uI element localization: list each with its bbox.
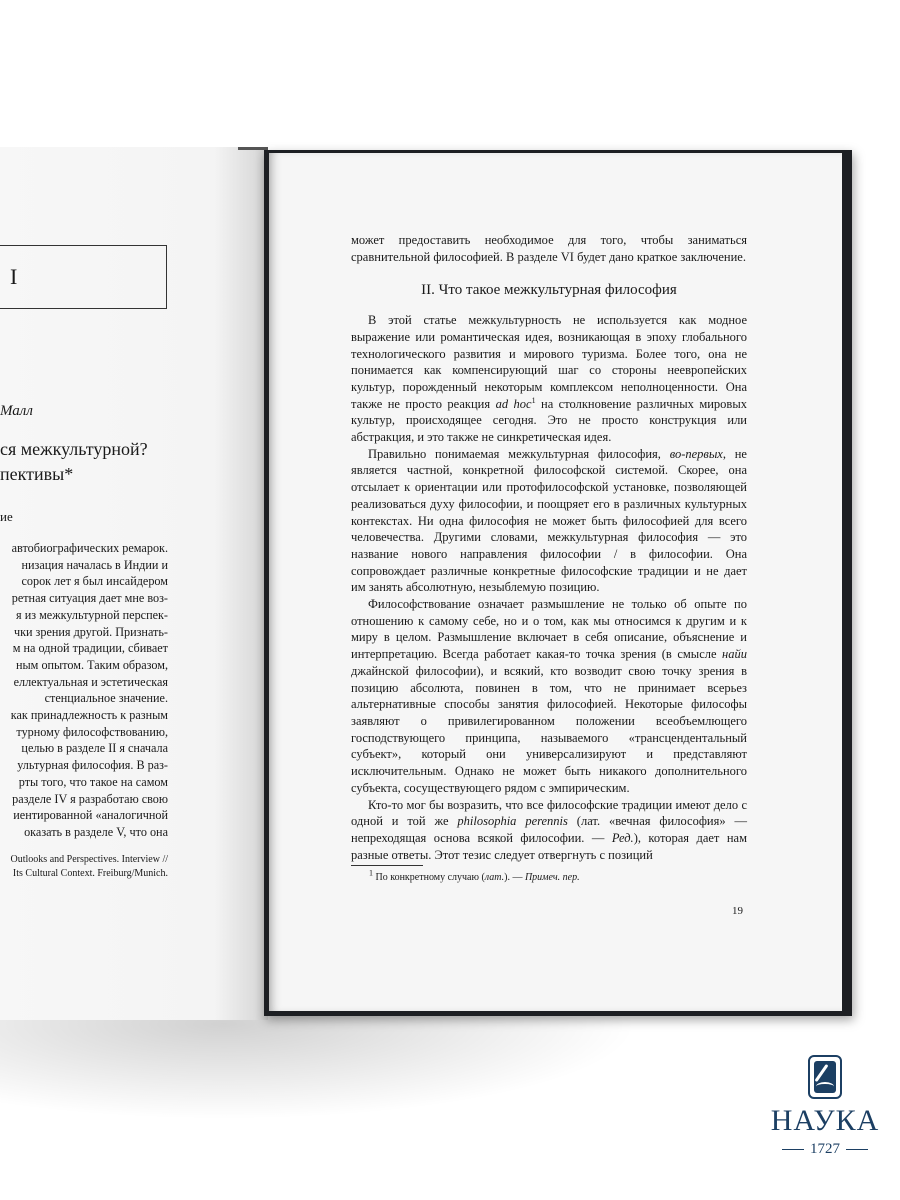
text-run: ). — <box>504 872 525 883</box>
title-line: пективы* <box>0 464 74 484</box>
body-line: рты того, что такое на самом <box>18 774 168 789</box>
text-run: Философствование означает размышление не только об опыте по отношению к самому себе, но и о том, как мы относимся к другим и к миру в целом. Размышление включает в себя описание, объяснение и интерпретацию. Всегда работает какая-то точка зрения (в смысле <box>351 597 747 662</box>
left-page <box>0 147 268 1020</box>
section-heading: II. Что такое межкультурная философия <box>421 282 677 299</box>
italic-term: ad hoc <box>495 396 532 411</box>
left-subheading: ие <box>0 509 13 524</box>
text-run: джайнской философии), и всякий, кто возводит свою точку зрения в позицию абсолюта, повинен в том, что не принимает всерьез альтернативные способы занятия философией. Некоторые философы заявляют о привилегированном положении всеобъемлющего господствующего принципа, называемого «трансцендентальный субъект», который они универсализируют и представляют исключительным. Однако не может быть никакого дополнительного субъекта, сосуществующего рядом с эмпирическим. <box>351 663 747 795</box>
page-number: 19 <box>732 905 743 917</box>
body-line: как принадлежность к разным <box>10 708 168 723</box>
chapter-numeral: I <box>10 264 18 289</box>
footnote <box>369 868 580 883</box>
publisher-year: 1727 <box>810 1141 840 1157</box>
italic-term: найи <box>722 647 747 662</box>
body-line: стенциальное значение. <box>44 691 168 706</box>
footnote-line: Its Cultural Context. Freiburg/Munich. <box>12 868 168 879</box>
body-line: м на одной традиции, сбивает <box>12 641 168 656</box>
body-line: оказать в разделе V, что она <box>24 824 168 839</box>
body-line: я из межкультурной перспек- <box>16 607 168 622</box>
italic-term: во-первых <box>669 446 723 461</box>
footnote-line: Outlooks and Perspectives. Interview // <box>10 854 168 865</box>
publisher-year-row <box>770 1141 880 1158</box>
footnote-ref: 1 <box>531 395 536 405</box>
footnote-marker: 1 <box>369 868 373 878</box>
publisher-logo <box>770 1055 880 1158</box>
paragraph <box>351 596 747 796</box>
left-body-text <box>0 540 168 841</box>
dash-left <box>782 1149 804 1151</box>
right-page <box>269 153 842 1011</box>
body-line: низация началась в Индии и <box>21 557 168 572</box>
title-line: ся межкультурной? <box>0 439 148 459</box>
text-run: , не является частной, конкретной философской системой. Скорее, она отсылает к ориентации или протофилософской установке, позволяющей реализоваться духу философии, и поощряет его в различных культурных контекстах. Ни одна философия не может быть философией для всего человечества. Другими словами, межкультурная философия — это название нового направления философии / в философии. Она сопровождает различные конкретные философские традиции и не дает им занять абсолютную, незыблемую позицию. <box>351 446 747 595</box>
text-run: В этой статье межкультурность не используется как модное выражение или романтическая идея, возникающая в эпоху глобального технологического развития и мирового туризма. Более того, она не понимается как компенсирующий шаг со стороны неевропейских культур, порожденный некоторым комплексом неполноценности. Она также не просто реакция <box>351 313 747 411</box>
body-line: ультурная философия. В раз- <box>17 758 168 773</box>
text-run: Кто-то мог бы возразить, что все философские традиции имеют дело с одной и той же <box>351 797 747 829</box>
text-run: на столкновение различных мировых культур, происходящее сегодня. Это не просто конструкция или абстракция, и это также не синкретическая идея. <box>351 396 747 445</box>
intro-paragraph: может предоставить необходимое для того, чтобы заниматься сравнительной философией. В разделе VI будет дано краткое заключение. <box>351 233 747 264</box>
italic-term: philosophia perennis <box>457 814 568 829</box>
publisher-name: НАУКА <box>770 1104 880 1137</box>
body-line: ным опытом. Таким образом, <box>15 657 168 672</box>
text-run: ), которая дает нам разные ответы. Этот тезис следует отвергнуть с позиций <box>351 830 747 862</box>
paragraph <box>351 797 747 864</box>
paragraph <box>351 446 747 596</box>
italic-term: Примеч. пер. <box>524 872 580 883</box>
text-run: (лат. «вечная философия» — непреходящая основа всякой философии. — <box>351 814 747 845</box>
right-body-text <box>351 232 747 863</box>
body-line: ретная ситуация дает мне воз- <box>11 591 168 606</box>
body-line: турному философствованию, <box>16 724 168 739</box>
dash-right <box>846 1149 868 1151</box>
footnote-rule <box>351 865 423 866</box>
paragraph <box>351 312 747 446</box>
body-line: целью в разделе II я сначала <box>21 741 168 756</box>
quill-book-icon <box>808 1055 842 1099</box>
body-line: сорок лет я был инсайдером <box>21 574 168 589</box>
body-line: автобиографических ремарок. <box>11 541 168 555</box>
left-footnotes <box>0 853 168 881</box>
italic-term: Ред. <box>611 830 634 845</box>
body-line: чки зрения другой. Признать- <box>13 624 168 639</box>
article-title <box>0 437 148 487</box>
chapter-numeral-box <box>0 245 167 309</box>
italic-term: лат. <box>484 872 505 883</box>
body-line: еллектуальная и эстетическая <box>13 674 168 689</box>
body-line: иентированной «аналогичной <box>13 808 168 823</box>
text-run: По конкретному случаю ( <box>373 872 485 883</box>
author-name: Малл <box>0 403 33 419</box>
text-run: Правильно понимаемая межкультурная философия, <box>368 446 670 461</box>
body-line: разделе IV я разработаю свою <box>12 791 168 806</box>
